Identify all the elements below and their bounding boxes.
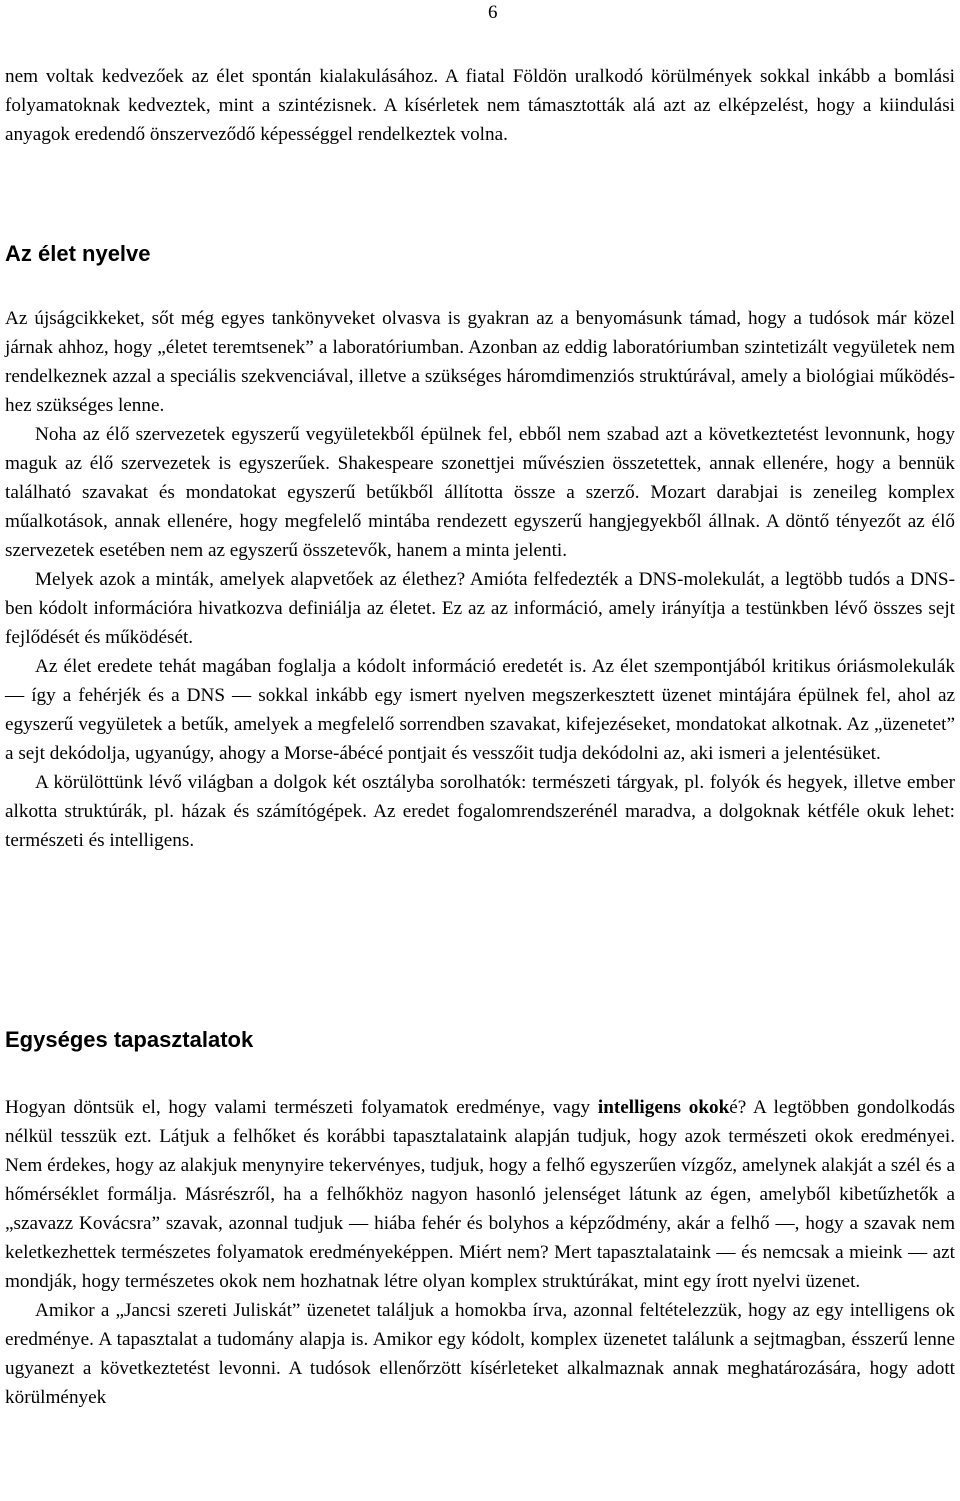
paragraph xyxy=(5,1093,955,1296)
paragraph: Noha az élő szervezetek egyszerű vegyületekből épülnek fel, ebből nem szabad azt a következtetést levonnunk, hogy maguk az élő szervezetek is egyszerűek. Shakespeare szonettjei művészien összetettek, annak ellenére, hogy a bennük található szavakat és mondatokat egyszerű betűkből állította össze a szerző. Mozart darabjai is zeneileg komplex műalkotások, annak ellenére, hogy megfelelő mintába rendezett egyszerű hangjegyekből állnak. A döntő tényezőt az élő szervezetek esetében nem az egyszerű összetevők, hanem a minta jelenti. xyxy=(5,424,955,561)
paragraph-text: é? A legtöbben gondolkodás nélkül tesszük ezt. Látjuk a felhőket és korábbi tapasztalataink alapján tudjuk, hogy azok természeti okok eredményei. Nem érdekes, hogy az alakjuk menynyire tekervényes, tudjuk, hogy a felhő egyszerűen vízgőz, amelynek alakját a szél és a hőmérséklet formálja. Másrészről, ha a felhőkhöz nagyon hasonló jelenséget látunk az égen, amelyből kibetűzhetők a „szavazz Kovácsra” szavak, azonnal tudjuk — hiába fehér és bolyhos a képződmény, akár a felhő —, hogy a szavak nem keletkezhettek természetes folyamatok eredményeképpen. Miért nem? Mert tapasztalataink — és nemcsak a mieink — azt mondják, hogy természetes okok nem hozhatnak létre olyan komplex struktúrákat, mint egy írott nyelvi üzenet. xyxy=(5,1097,955,1292)
page-number: 6 xyxy=(488,2,498,23)
emphasis-intelligens-okok: intelligens okok xyxy=(597,1097,730,1118)
section-body-egyseges-tapasztalatok xyxy=(5,1093,955,1412)
paragraph: Melyek azok a minták, amelyek alapvetőek az élethez? Amióta felfedezték a DNS-molekulát, a legtöbb tudós a DNS-ben kódolt információra hivatkozva definiálja az életet. Ez az az információ, amely irányítja a testünkben lévő összes sejt fejlődését és működését. xyxy=(5,569,955,648)
paragraph: Amikor a „Jancsi szereti Juliskát” üzenetet találjuk a homokba írva, azonnal feltételezzük, hogy az egy intelligens ok eredménye. A tapasztalat a tudomány alapja is. Amikor egy kódolt, komplex üzenetet találunk a sejtmagban, ésszerű lenne ugyanezt a következtetést levonni. A tudósok ellenőrzött kísérleteket alkalmaznak annak meghatározására, hogy adott körülmények xyxy=(5,1300,955,1408)
paragraph-text: Hogyan döntsük el, hogy valami természeti folyamatok eredménye, vagy xyxy=(5,1097,598,1118)
paragraph: A körülöttünk lévő világban a dolgok két osztályba sorolhatók: természeti tárgyak, pl. folyók és hegyek, illetve ember alkotta struktúrák, pl. házak és számítógépek. Az eredet fogalomrendszerénél maradva, a dolgoknak kétféle okuk lehet: természeti és intelligens. xyxy=(5,772,955,851)
section-heading-egyseges-tapasztalatok: Egységes tapasztalatok xyxy=(5,1027,254,1052)
paragraph: Az élet eredete tehát magában foglalja a kódolt információ eredetét is. Az élet szempontjából kritikus óriásmolekulák — így a fehérjék és a DNS — sokkal inkább egy ismert nyelven megszerkesztett üzenet mintájára épülnek fel, ahol az egyszerű vegyületek a betűk, amelyek a megfelelő sorrendben szavakat, kifejezéseket, mondatokat alkotnak. Az „üzenetet” a sejt dekódolja, ugyanúgy, ahogy a Morse-ábécé pontjait és vesszőit tudja dekódolni az, aki ismeri a jelentésüket. xyxy=(5,656,955,764)
intro-paragraph: nem voltak kedvezőek az élet spontán kialakulásához. A fiatal Földön uralkodó körülmények sokkal inkább a bomlási folyamatoknak kedveztek, mint a szintézisnek. A kísérletek nem támasztották alá azt az elképzelést, hogy a kiindulási anyagok eredendő önszerveződő képességgel rendelkeztek volna. xyxy=(5,66,955,145)
section-body-az-elet-nyelve xyxy=(5,304,955,855)
section-heading-az-elet-nyelve: Az élet nyelve xyxy=(5,241,151,266)
paragraph: Az újságcikkeket, sőt még egyes tankönyveket olvasva is gyakran az a benyomásunk támad, hogy a tudósok már közel járnak ahhoz, hogy „életet teremtsenek” a laboratóriumban. Azonban az eddig laboratóriumban szintetizált vegyületek nem rendelkeznek azzal a speciális szekvenciával, illetve a szükséges háromdimenziós struktúrával, amely a biológiai működéshez szükséges lenne. xyxy=(5,308,955,416)
